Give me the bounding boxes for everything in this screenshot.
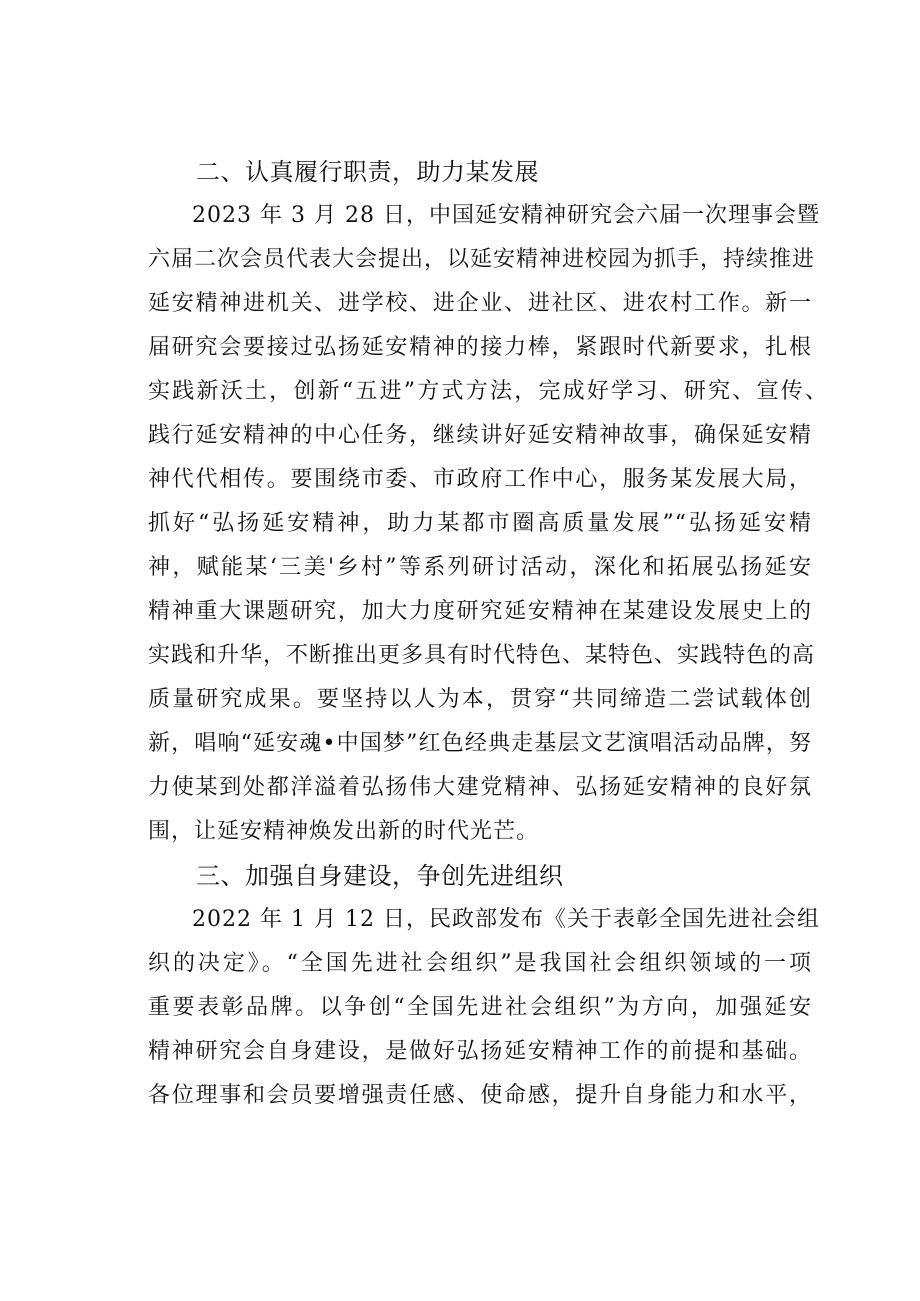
- document-body: [148, 150, 828, 1118]
- paragraph-line: 践行延安精神的中心任务，继续讲好延安精神故事，确保延安精: [148, 423, 812, 448]
- section-heading-2: 二、认真履行职责，助力某发展: [196, 158, 539, 186]
- section-3-paragraph: [148, 898, 820, 1118]
- paragraph-line: 届研究会要接过弘扬延安精神的接力棒，紧跟时代新要求，扎根: [148, 335, 812, 360]
- paragraph-line: 神，赋能某‘三美'乡村”等系列研讨活动，深化和拓展弘扬延安: [148, 555, 812, 580]
- paragraph-line: 精神重大课题研究，加大力度研究延安精神在某建设发展史上的: [148, 599, 812, 624]
- paragraph-line: 新，唱响“延安魂•中国梦”红色经典走基层文艺演唱活动品牌，努: [148, 731, 812, 756]
- paragraph-line: 织的决定》。“全国先进社会组织”是我国社会组织领域的一项: [148, 951, 812, 976]
- section-heading-3: 三、加强自身建设，争创先进组织: [196, 862, 564, 890]
- section-2-paragraph: [148, 194, 828, 854]
- paragraph-line: 精神研究会自身建设，是做好弘扬延安精神工作的前提和基础。: [148, 1039, 812, 1064]
- paragraph-line: 重要表彰品牌。以争创“全国先进社会组织”为方向，加强延安: [148, 995, 812, 1020]
- paragraph-line: 力使某到处都洋溢着弘扬伟大建党精神、弘扬延安精神的良好氛: [148, 775, 812, 800]
- paragraph-line: 质量研究成果。要坚持以人为本，贯穿“共同缔造二尝试载体创: [148, 687, 812, 712]
- paragraph-line: 实践新沃土，创新“五进”方式方法，完成好学习、研究、宣传、: [148, 379, 828, 404]
- paragraph-line: 六届二次会员代表大会提出，以延安精神进校园为抓手，持续推进: [148, 247, 816, 272]
- paragraph-line: 延安精神进机关、进学校、进企业、进社区、进农村工作。新一: [148, 291, 812, 316]
- paragraph-line: 抓好“弘扬延安精神，助力某都市圈高质量发展”“弘扬延安精: [148, 511, 812, 536]
- paragraph-line: 实践和升华，不断推出更多具有时代特色、某特色、实践特色的高: [148, 643, 816, 668]
- paragraph-line: 神代代相传。要围绕市委、市政府工作中心，服务某发展大局，: [148, 467, 812, 492]
- paragraph-line: 各位理事和会员要增强责任感、使命感，提升自身能力和水平，: [148, 1083, 812, 1108]
- paragraph-line: 2023 年 3 月 28 日，中国延安精神研究会六届一次理事会暨: [192, 203, 820, 228]
- paragraph-line: 2022 年 1 月 12 日，民政部发布《关于表彰全国先进社会组: [192, 907, 820, 932]
- paragraph-line: 围，让延安精神焕发出新的时代光芒。: [148, 819, 540, 844]
